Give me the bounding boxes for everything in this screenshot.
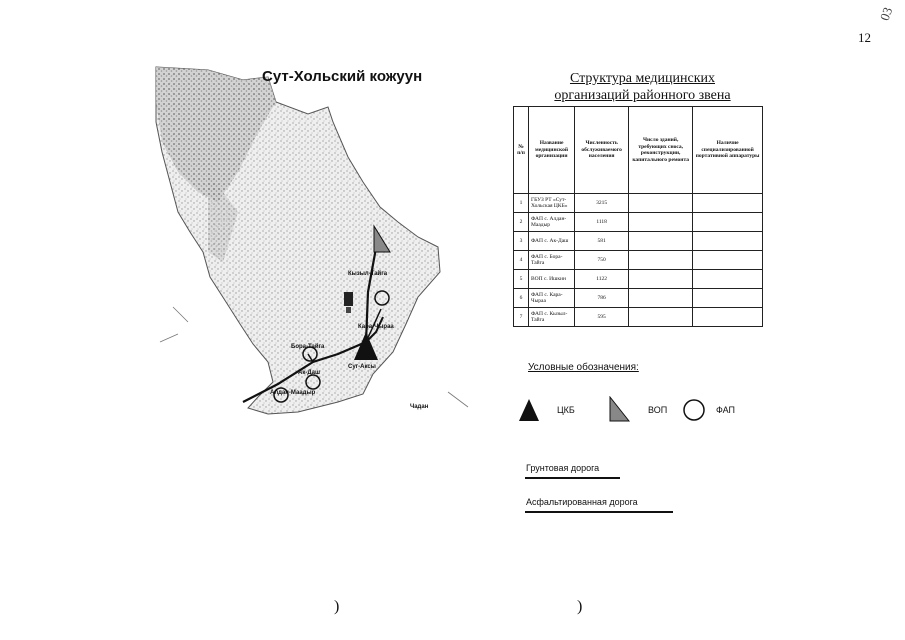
legend-fap-label: ФАП: [716, 405, 736, 415]
table-title: [520, 70, 765, 104]
fap-legend-icon: [682, 398, 706, 422]
row-equipment: [693, 213, 763, 232]
label-ak-dash: Ак-Даш: [298, 370, 320, 376]
table-row: [514, 308, 763, 327]
table-row: [514, 194, 763, 213]
row-equipment: [693, 232, 763, 251]
table-row: [514, 213, 763, 232]
dirt-road-label: Грунтовая дорога: [526, 463, 600, 473]
row-buildings: [629, 289, 693, 308]
row-buildings: [629, 270, 693, 289]
map-title: Сут-Хольский кожуун: [262, 68, 423, 85]
row-num: 5: [514, 270, 529, 289]
table-header-row: [514, 107, 763, 194]
footer-mark-left: ): [334, 598, 340, 615]
row-num: 2: [514, 213, 529, 232]
legend-ckb-label: ЦКБ: [557, 405, 575, 415]
row-population: 595: [575, 308, 629, 327]
row-name: ГБУЗ РТ «Сут-Хольская ЦКБ»: [529, 194, 575, 213]
label-aldan-maadyr: Алдан-Маадыр: [270, 390, 316, 396]
label-kara-chyraa: Кара-Чыраа: [358, 324, 394, 330]
row-num: 1: [514, 194, 529, 213]
legend-title: Условные обозначения:: [528, 362, 639, 373]
col-header-num: № п/п: [514, 107, 529, 194]
row-name: ФАП с. Кызыл-Тайга: [529, 308, 575, 327]
row-population: 750: [575, 251, 629, 270]
ckb-legend-icon: [518, 398, 540, 422]
legend-vop-label: ВОП: [648, 405, 668, 415]
row-population: 786: [575, 289, 629, 308]
row-population: 3215: [575, 194, 629, 213]
row-equipment: [693, 289, 763, 308]
row-equipment: [693, 251, 763, 270]
vop-legend-icon: [608, 396, 630, 422]
row-name: ФАП с. Кара-Чыраа: [529, 289, 575, 308]
table-title-line1: Структура медицинских: [569, 71, 715, 86]
page-number: 12: [858, 30, 871, 45]
label-sug-aksy: Суг-Аксы: [348, 364, 376, 370]
org-table: [513, 106, 763, 327]
row-buildings: [629, 251, 693, 270]
row-buildings: [629, 194, 693, 213]
col-header-buildings: Число зданий, требующих сноса, реконструкции, капитального ремонта: [629, 107, 693, 194]
row-num: 3: [514, 232, 529, 251]
row-name: ФАП с. Ак-Даш: [529, 232, 575, 251]
row-name: ФАП с. Бора-Тайга: [529, 251, 575, 270]
label-kyzyl-taiga: Кызыл-Тайга: [348, 271, 388, 277]
row-population: 1122: [575, 270, 629, 289]
dirt-road-line: [525, 477, 620, 479]
col-header-equipment: Наличие специализированной портативной аппаратуры: [693, 107, 763, 194]
row-name: ФАП с. Алдан-Маадыр: [529, 213, 575, 232]
row-equipment: [693, 308, 763, 327]
table-row: [514, 270, 763, 289]
corner-mark: 03: [876, 5, 896, 23]
row-equipment: [693, 194, 763, 213]
row-equipment: [693, 270, 763, 289]
row-num: 4: [514, 251, 529, 270]
row-buildings: [629, 213, 693, 232]
table-row: [514, 232, 763, 251]
row-num: 6: [514, 289, 529, 308]
row-population: 1118: [575, 213, 629, 232]
paved-road-label: Асфальтированная дорога: [526, 497, 638, 507]
col-header-name: Название медицинской организации: [529, 107, 575, 194]
footer-mark-right: ): [577, 598, 583, 615]
label-bora-taiga: Бора-Тайга: [291, 344, 325, 350]
paved-road-line: [525, 511, 673, 513]
building-icon: [344, 292, 353, 306]
row-buildings: [629, 232, 693, 251]
row-num: 7: [514, 308, 529, 327]
row-name: ВОП с. Ишкин: [529, 270, 575, 289]
district-map: [148, 62, 478, 422]
table-row: [514, 251, 763, 270]
table-title-line2: организаций районного звена: [554, 88, 731, 103]
row-population: 581: [575, 232, 629, 251]
row-buildings: [629, 308, 693, 327]
col-header-population: Численность обслуживаемого населения: [575, 107, 629, 194]
table-row: [514, 289, 763, 308]
label-chadan: Чадан: [410, 404, 429, 410]
